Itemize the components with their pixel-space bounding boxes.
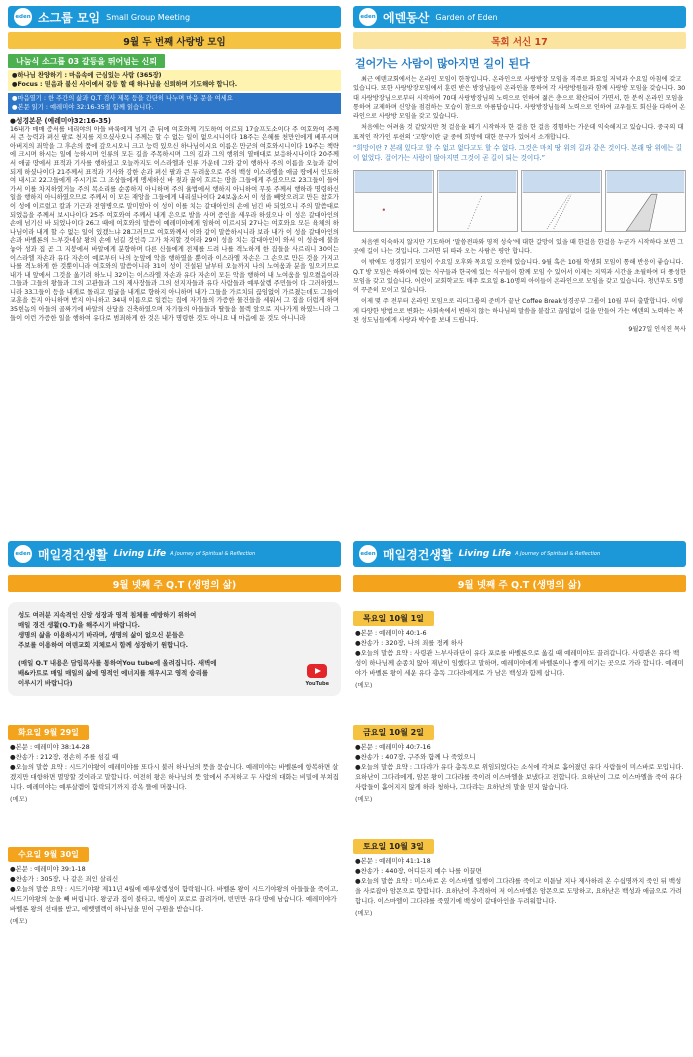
section-title: 에덴동산 [383, 10, 430, 25]
letter-paragraph-5: 이제 몇 주 전부터 온라인 모임으로 리더그룹의 준비가 끝난 Coffee Break성경공부 그룹이 10월 부터 출발합니다. 이렇게 다양한 방법으로 변화는 사회속에서 변하지 않는 하나님의 말씀을 붙잡고 끊임없이 길을 만들어 가는 에덴의 노력하는 복된 성도님들에게 사랑과 박수를 보내 드립니다. [353, 298, 684, 325]
eden-logo-icon: eden [14, 8, 32, 26]
open-heart-line: ●마음열기 : 한 주간의 삶과 Q.T 검사 제목 등을 간단히 나누며 마음 문을 여세요 [12, 95, 233, 102]
praise-line: ●하나님 찬양하기 : 마음속에 근심있는 사람 (365장) [12, 72, 162, 79]
eden-logo-icon: eden [14, 545, 32, 563]
intro-line: 매일 경건 생활(Q.T)을 해주시기 바랍니다. [18, 621, 140, 629]
day-memo: (메모) [355, 795, 373, 803]
section-subtitle: Garden of Eden [435, 12, 498, 22]
small-group-header [8, 6, 341, 28]
focus-line: ●Focus : 믿음과 불신 사이에서 갈등 할 때 하나님을 신뢰하며 기도해야 합니다. [12, 80, 238, 88]
living-life-left-section [8, 541, 341, 928]
snow-footprints-image [437, 170, 518, 232]
letter-paragraph-4: 이 밖에도 성경읽기 모임이 수요일 오후와 목요일 오전에 있습니다. 9월 혹은 10월 학생회 모임이 통해 반응이 좋습니다. Q.T 방 모임은 하와이에 있는 식구들과 한국에 있는 식구들이 함께 모임 수 있어서 이제는 지역과 시간을 초월하여 더 풍성한 모임을 갖고 있습니다. 어린이 교회학교도 매주 토요일 8-10명의 아이들이 온라인으로 모임을 갖고 있습니다. 청년부도 5명이 꾸준히 모이고 있습니다. [353, 259, 686, 295]
qt-week-band: 9월 넷째 주 Q.T (생명의 삶) [8, 575, 341, 592]
day-summary: ●오늘의 말씀 요약 : 사령관 느부사라단이 유다 포로를 바벨론으로 옮길 때 예레미야도 끌려갑니다. 사령관은 유다 백성이 하나님께 순종치 않아 재난이 임했다고 말하며, 예레미야에게 바벨론이나 좋게 여기는 곳으로 가라 합니다. 예레미야가 바벨론 왕이 세운 유다 총독 그다랴에게로 가 남은 백성과 함께 삽니다. [355, 649, 684, 677]
day-content [8, 862, 341, 928]
section-title: 매일경건생활 [38, 547, 108, 562]
day-tab: 화요일 9월 29일 [8, 725, 89, 740]
living-life-right-section [353, 541, 686, 920]
day-passage: ●본문 : 예레미야 38:14-28 [10, 743, 90, 751]
qt-day-wednesday [8, 842, 341, 928]
day-memo: (메모) [355, 909, 373, 917]
day-summary: ●오늘의 말씀 요약 : 미스바로 온 이스마엘 일행이 그다랴를 죽이고 이튿날 지나 제사하려 온 수십명까지 죽인 뒤 백성을 사로잡아 암몬으로 향합니다. 요하난이 추격하여 저 이스마엘은 암몬으로 도망하고, 요하난은 백성과 애굽으로 가려 합니다. 이스마엘이 그다랴를 죽였기에 백성이 갈대아인을 두려워합니다. [355, 877, 682, 905]
living-life-brand: Living Life [458, 549, 512, 559]
qt-week-band: 9월 넷째 주 Q.T (생명의 삶) [353, 575, 686, 592]
day-hymn: ●찬송가 : 305장, 나 같은 죄인 살리신 [10, 875, 119, 883]
lesson-title: 나눔식 소그룹 03 갈등을 뛰어넘는 신뢰 [8, 54, 165, 68]
living-life-header [353, 541, 686, 567]
snow-field-image [353, 170, 434, 232]
qt-day-friday [353, 720, 686, 806]
intro-line: (매일 Q.T 내용은 담임목사를 통하여You tube에 올려집니다. 새벽에 [18, 659, 217, 667]
living-life-brand: Living Life [113, 549, 167, 559]
qt-day-saturday [353, 834, 686, 920]
youtube-icon[interactable] [305, 664, 329, 689]
intro-line: 성도 여러분 지속적인 신앙 성장과 영적 침체를 예방하기 위하여 [18, 611, 197, 619]
day-tab: 금요일 10월 2일 [353, 725, 434, 740]
snow-path-illustrations [353, 170, 686, 232]
day-content [353, 740, 686, 806]
passage-title: ●성경본문 (예레미야32:16-35) [10, 117, 111, 125]
day-memo: (메모) [10, 795, 28, 803]
section-title: 매일경건생활 [383, 547, 453, 562]
day-tab: 목요일 10월 1일 [353, 611, 434, 626]
qt-day-thursday [353, 606, 686, 692]
day-summary: ●오늘의 말씀 요약 : 그다랴가 유다 총독으로 위임되었다는 소식에 각처로 흩어졌던 유다 사람들이 미스바로 모입니다. 요하난이 그다랴에게, 암몬 왕이 그다랴를 죽이려 이스마엘을 보냈다고 전합니다. 요하난이 그로 이스마엘을 죽여 유다 사람들이 흩어지지 않게 하라 청하나, 그다랴는 요하난의 말을 믿지 않습니다. [355, 763, 684, 791]
living-life-header [8, 541, 341, 567]
small-group-section [8, 6, 341, 484]
day-memo: (메모) [10, 917, 28, 925]
eden-header [353, 6, 686, 28]
day-tab: 수요일 9월 30일 [8, 847, 89, 862]
day-hymn: ●찬송가 : 440장, 어디든지 예수 나를 이끌면 [355, 867, 482, 875]
eden-logo-icon: eden [359, 8, 377, 26]
section-subtitle: Small Group Meeting [106, 12, 191, 22]
opening-box [8, 93, 341, 114]
youtube-label: YouTube [305, 681, 329, 687]
day-passage: ●본문 : 예레미야 40:1-6 [355, 629, 427, 637]
intro-line: 배&카트로 매일 매일의 삶에 영적인 에너지를 채우시고 영적 승리를 [18, 669, 209, 677]
hope-quote: “희망이란 ? 본래 있다고 할 수 없고 없다고도 할 수 없다. 그것은 마치 땅 위의 길과 같은 것이다. 본래 땅 위에는 길이 없었다. 걸어가는 사람이 많아지면 그것이 곧 길이 되는 것이다.” [353, 144, 683, 162]
qt-intro-box [8, 602, 341, 696]
living-life-tagline: A Journey of Spiritual & Reflection [170, 551, 256, 557]
day-passage: ●본문 : 예레미야 39:1-18 [10, 865, 86, 873]
snow-road-image [605, 170, 686, 232]
day-passage: ●본문 : 예레미야 40:7-16 [355, 743, 431, 751]
snow-trail-image [521, 170, 602, 232]
reading-line: ●본문 읽기 : 예레미야 32:16-35절 함께 읽습니다. [12, 103, 154, 111]
intro-line: 주보를 이용하여 여덴교회 지체로서 함께 성장하기 원합니다. [18, 641, 189, 649]
pastoral-letter-band: 목회 서신 17 [353, 32, 686, 49]
day-passage: ●본문 : 예레미야 41:1-18 [355, 857, 431, 865]
praise-focus-box [8, 70, 341, 91]
day-tab: 토요일 10월 3일 [353, 839, 434, 854]
day-content [353, 854, 686, 920]
youtube-play-icon [307, 664, 327, 678]
day-hymn: ●찬송가 : 407장, 구주와 함께 나 죽었으니 [355, 753, 476, 761]
intro-line: 생명의 삶을 이용하시기 바라며, 생명의 삶이 없으신 분들은 [18, 631, 185, 639]
letter-paragraph-2: 처음에는 어려움 것 같았지만 첫 걸음을 떼기 시작하자 한 걸음 한 걸음 경험하는 가운데 익숙해지고 있습니다. 중국의 대표적인 작가인 루쉰의 ‘고향’이란 글 중에 희망에 대한 문구가 있어서 소개합니다. [353, 124, 684, 141]
letter-paragraph-3: 처음엔 익숙하지 않지만 기도하며 ‘말씀전파와 영적 성숙’에 대한 갈망이 있을 때 한걸음 한걸음 누군가 시작하다 보면 그 곳에 길이 나는 것입니다. 그러면 뒤 따라 오는 사람은 평안 합니다. [353, 238, 684, 255]
day-summary: ●오늘의 말씀 요약 : 시드기야왕이 예레미야를 또다시 불러 하나님의 뜻을 묻습니다. 예레미야는 바벨론에 항복하면 살겠지만 대항하면 멸망할 것이라고 말합니다. 여전히 왕은 하나님의 뜻 앞에서 주저하고 두 사람의 대화는 비밀에 부쳐집니다. 예레미야는 예루살렘이 함락되기까지 감옥 뜰에 머뭅니다. [10, 763, 339, 791]
letter-heading: 걸어가는 사람이 많아지면 길이 된다 [355, 57, 530, 70]
day-content [353, 626, 686, 692]
day-memo: (메모) [355, 681, 373, 689]
day-summary: ●오늘의 말씀 요약 : 시드기야왕 제11년 4월에 예루살렘성이 함락됩니다. 바벨론 왕이 시드기야왕의 아들들을 죽이고, 시드기야왕의 눈을 빼 버립니다. 왕궁과 집이 불타고, 백성이 포로로 끌려가며, 빈민만 유다 땅에 남습니다. 예레미야가 바벨론 왕의 선대를 받고, 에벳멜렉이 하나님을 믿어 구원을 받습니다. [10, 885, 339, 913]
day-hymn: ●찬송가 : 320장, 나의 죄를 정케 하사 [355, 639, 464, 647]
day-content [8, 740, 341, 806]
section-title: 소그룹 모임 [38, 10, 101, 25]
intro-line: 이루시기 바랍니다) [18, 679, 73, 687]
eden-logo-icon: eden [359, 545, 377, 563]
day-hymn: ●찬송가 : 212장, 겸손히 주를 섬길 때 [10, 753, 119, 761]
eden-section [353, 6, 686, 335]
letter-paragraph-1: 최근 에덴교회에서는 온라인 모임이 한창입니다. 온라인으로 사랑방장 모임을 격주로 화요일 저녁과 수요일 아침에 갖고 있습니다. 또한 사랑방장모임에서 훈련 받은 방장님들이 온라인을 통하여 각 사랑방원들과 함께 사랑방 모임을 갖습니다. 30대 사랑방장님으로부터 시작하여 70대 사랑방장님의 노력으로 인하여 젊은 층으로 확산되어 가면서, 한 분씩 온라인 모임을 통하여 교제하며 신앙을 점검하는 모습이 참으로 아름답습니다. 사랑방장님들의 노력으로 인하여 교우들도 회신을 다하여 온라인으로 사랑방 모임을 갖고 있습니다. [353, 76, 686, 121]
qt-day-tuesday [8, 720, 341, 806]
meeting-band: 9월 두 번째 사랑방 모임 [8, 32, 341, 49]
letter-signature: 9월27일 인석진 목사 [628, 326, 686, 334]
passage-text: 16내가 매매 증서를 네리야의 아들 바룩에게 넘겨 준 뒤에 여호와께 기도하여 이르되 17슬프도소이다 주 여호와여 주께서 큰 능력과 펴신 팔로 천지를 지으셨사오니 주께는 할 수 없는 일이 없으시니이다 18주는 은혜를 천만인에게 베푸시며 아버지의 죄악을 그 후손의 품에 갚으시오니 크고 능력 있으신 하나님이시요 이름은 만군의 여호와시니이다 19주는 책략에 크시며 하시는 일에 능하시며 인류의 모든 길을 주목하시며 그의 길과 그의 행위의 열매대로 보응하시나이다 20주께서 애굽 땅에서 표적과 기사를 행하셨고 오늘까지도 이스라엘과 인류 가운데 그와 같이 행하사 주의 이름을 오늘과 같이 되게 하셨나이다 21주께서 표적과 기사와 강한 손과 펴신 팔과 큰 두려움으로 주의 백성 이스라엘을 애굽 땅에서 인도하여 내시고 22그들에게 주시기로 그 조상들에게 맹세하신 바 젖과 꿀이 흐르는 땅을 그들에게 주셨으므로 23그들이 들어가서 이를 차지하였거늘 주의 목소리를 순종하지 아니하며 주의 율법에서 행하지 아니하여 무릇 주께서 행하라 명령하신 일을 행하지 아니하였으므로 주께서 이 모든 재앙을 그들에게 내리셨나이다 24보옵소서 이 성을 빼앗으려고 만든 참호가 이 성에 이르렀고 칼과 기근과 전염병으로 말미암아 이 성이 이를 치는 갈대아인의 손에 넘긴 바 되었으니 주의 말씀대로 되었음을 주께서 보시나이다 25주 여호와여 주께서 내게 은으로 밭을 사며 증인을 세우라 하셨으나 이 성은 갈대아인의 손에 넘기신 바 되었나이다 26그 때에 여호와의 말씀이 예레미야에게 임하여 이르시되 27나는 여호와요 모든 육체의 하나님이라 내게 할 수 없는 일이 있겠느냐 28그러므로 여호와께서 이와 같이 말씀하시니라 보라 내가 이 성을 갈대아인의 손과 바벨론의 느부갓네살 왕의 손에 넘길 것인즉 그가 차지할 것이라 29이 성을 치는 갈대아인이 와서 이 성읍에 불을 놓아 성과 집 곧 그 지붕에서 바알에게 분향하며 다른 신들에게 전제를 드려 나를 격노하게 한 집들을 사르리니 30이는 이스라엘 자손과 유다 자손이 예로부터 나의 눈앞에 악을 행하였을 뿐이라 이스라엘 자손은 그 손으로 만든 것을 가지고 나를 격노하게 한 것뿐이니라 여호와의 말씀이니라 31이 성이 건설된 날부터 오늘까지 나의 노여움과 분을 일으키므로 내가 내 앞에서 그것을 옮기려 하노니 32이는 이스라엘 자손과 유다 자손이 모든 악을 행하여 내 노여움을 일으켰음이라 그들과 그들의 왕들과 그의 고관들과 그의 제사장들과 그의 선지자들과 유다 사람들과 예루살렘 주민들이 다 그러하였느니라 33그들이 등을 내게로 돌리고 얼굴을 내게로 향하지 아니하며 내가 그들을 가르치되 끊임없이 가르쳤는데도 그들이 교훈을 듣지 아니하며 받지 아니하고 34내 이름으로 일컫는 집에 자기들의 가증한 물건들을 세워서 그 집을 더럽게 하며 35힌놈의 아들의 골짜기에 바알의 산당을 건축하였으며 자기들의 아들들과 딸들을 몰렉 앞으로 지나가게 하였느니라 그들이 이런 가증한 일을 행하여 유다로 범죄하게 한 것은 내가 명령한 것도 아니요 내 마음에 둔 것도 아니니라 [10, 125, 339, 322]
living-life-tagline: A Journey of Spiritual & Reflection [515, 551, 601, 557]
